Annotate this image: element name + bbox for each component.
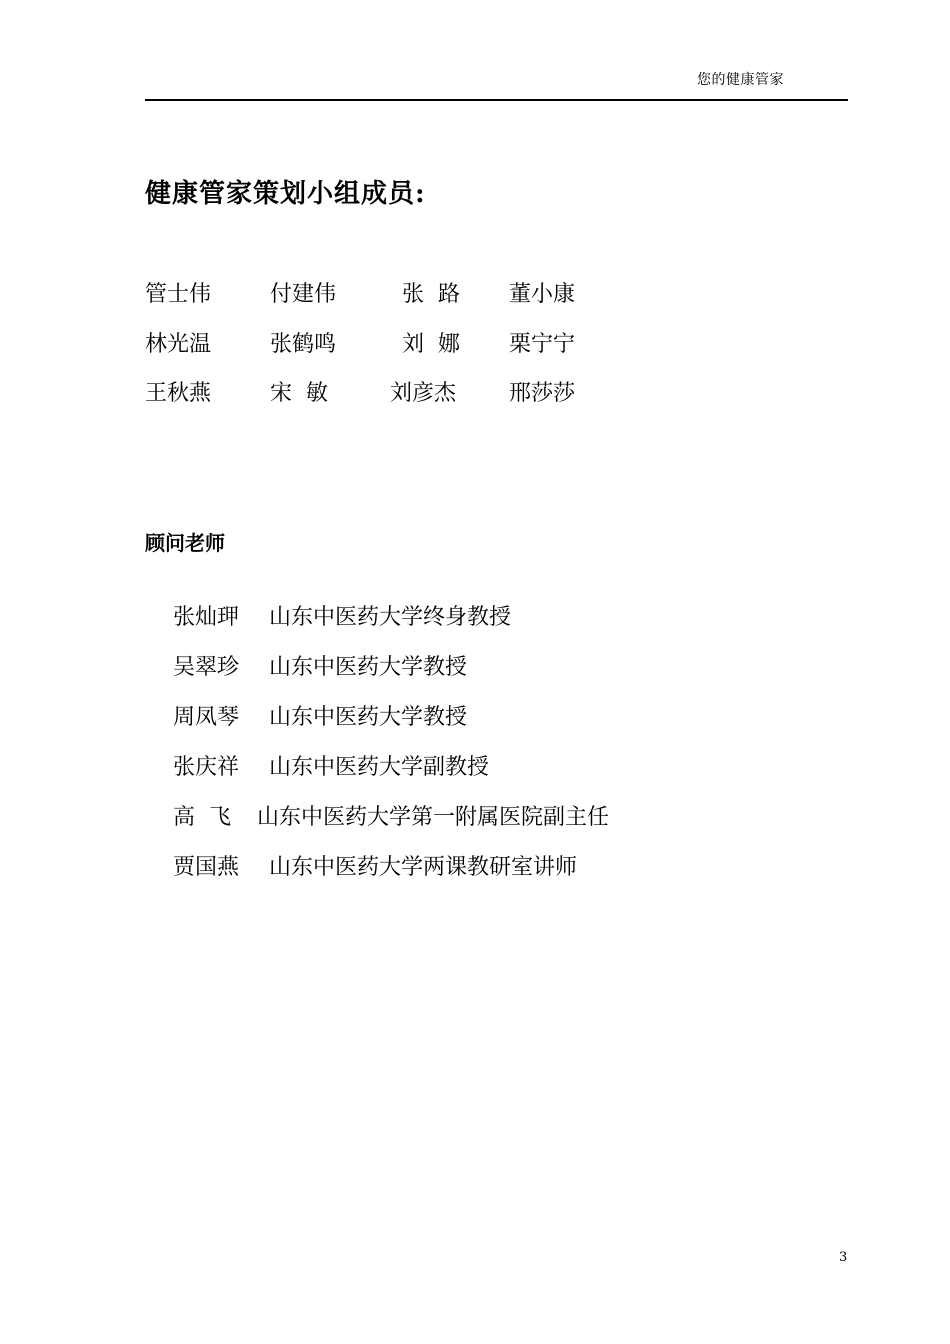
member-name: 林光温 xyxy=(145,332,212,357)
advisor-name: 张灿玾 xyxy=(172,605,239,630)
member-name: 栗宁宁 xyxy=(509,332,576,357)
advisor-name: 贾国燕 xyxy=(172,855,239,880)
member-name: 管士伟 xyxy=(145,282,212,307)
advisor-name: 吴翠珍 xyxy=(172,655,239,680)
member-name: 刘彦杰 xyxy=(390,381,457,406)
advisor-description: 山东中医药大学两课教研室讲师 xyxy=(268,855,577,880)
advisor-item xyxy=(145,825,577,906)
advisor-name: 张庆祥 xyxy=(172,755,239,780)
member-name: 邢莎莎 xyxy=(509,381,576,406)
advisor-name: 高 飞 xyxy=(172,805,231,830)
member-name: 张鹤鸣 xyxy=(270,332,337,357)
advisor-description: 山东中医药大学教授 xyxy=(268,655,467,680)
header-divider xyxy=(145,99,848,101)
advisor-description: 山东中医药大学终身教授 xyxy=(268,605,511,630)
member-row xyxy=(145,376,645,406)
advisor-description: 山东中医药大学第一附属医院副主任 xyxy=(256,805,609,830)
advisors-title: 顾问老师 xyxy=(145,531,225,555)
advisor-name: 周凤琴 xyxy=(172,705,239,730)
member-name: 刘 娜 xyxy=(402,332,460,357)
advisor-description: 山东中医药大学教授 xyxy=(268,705,467,730)
member-name: 董小康 xyxy=(509,282,576,307)
advisor-description: 山东中医药大学副教授 xyxy=(268,755,489,780)
section-title: 健康管家策划小组成员: xyxy=(145,179,426,209)
header-title: 您的健康管家 xyxy=(697,72,784,88)
member-name: 张 路 xyxy=(402,282,460,307)
member-name: 付建伟 xyxy=(270,282,337,307)
member-name: 宋 敏 xyxy=(270,381,328,406)
page-number: 3 xyxy=(839,1250,848,1265)
member-name: 王秋燕 xyxy=(145,381,212,406)
member-row xyxy=(145,327,645,357)
member-row xyxy=(145,277,645,307)
